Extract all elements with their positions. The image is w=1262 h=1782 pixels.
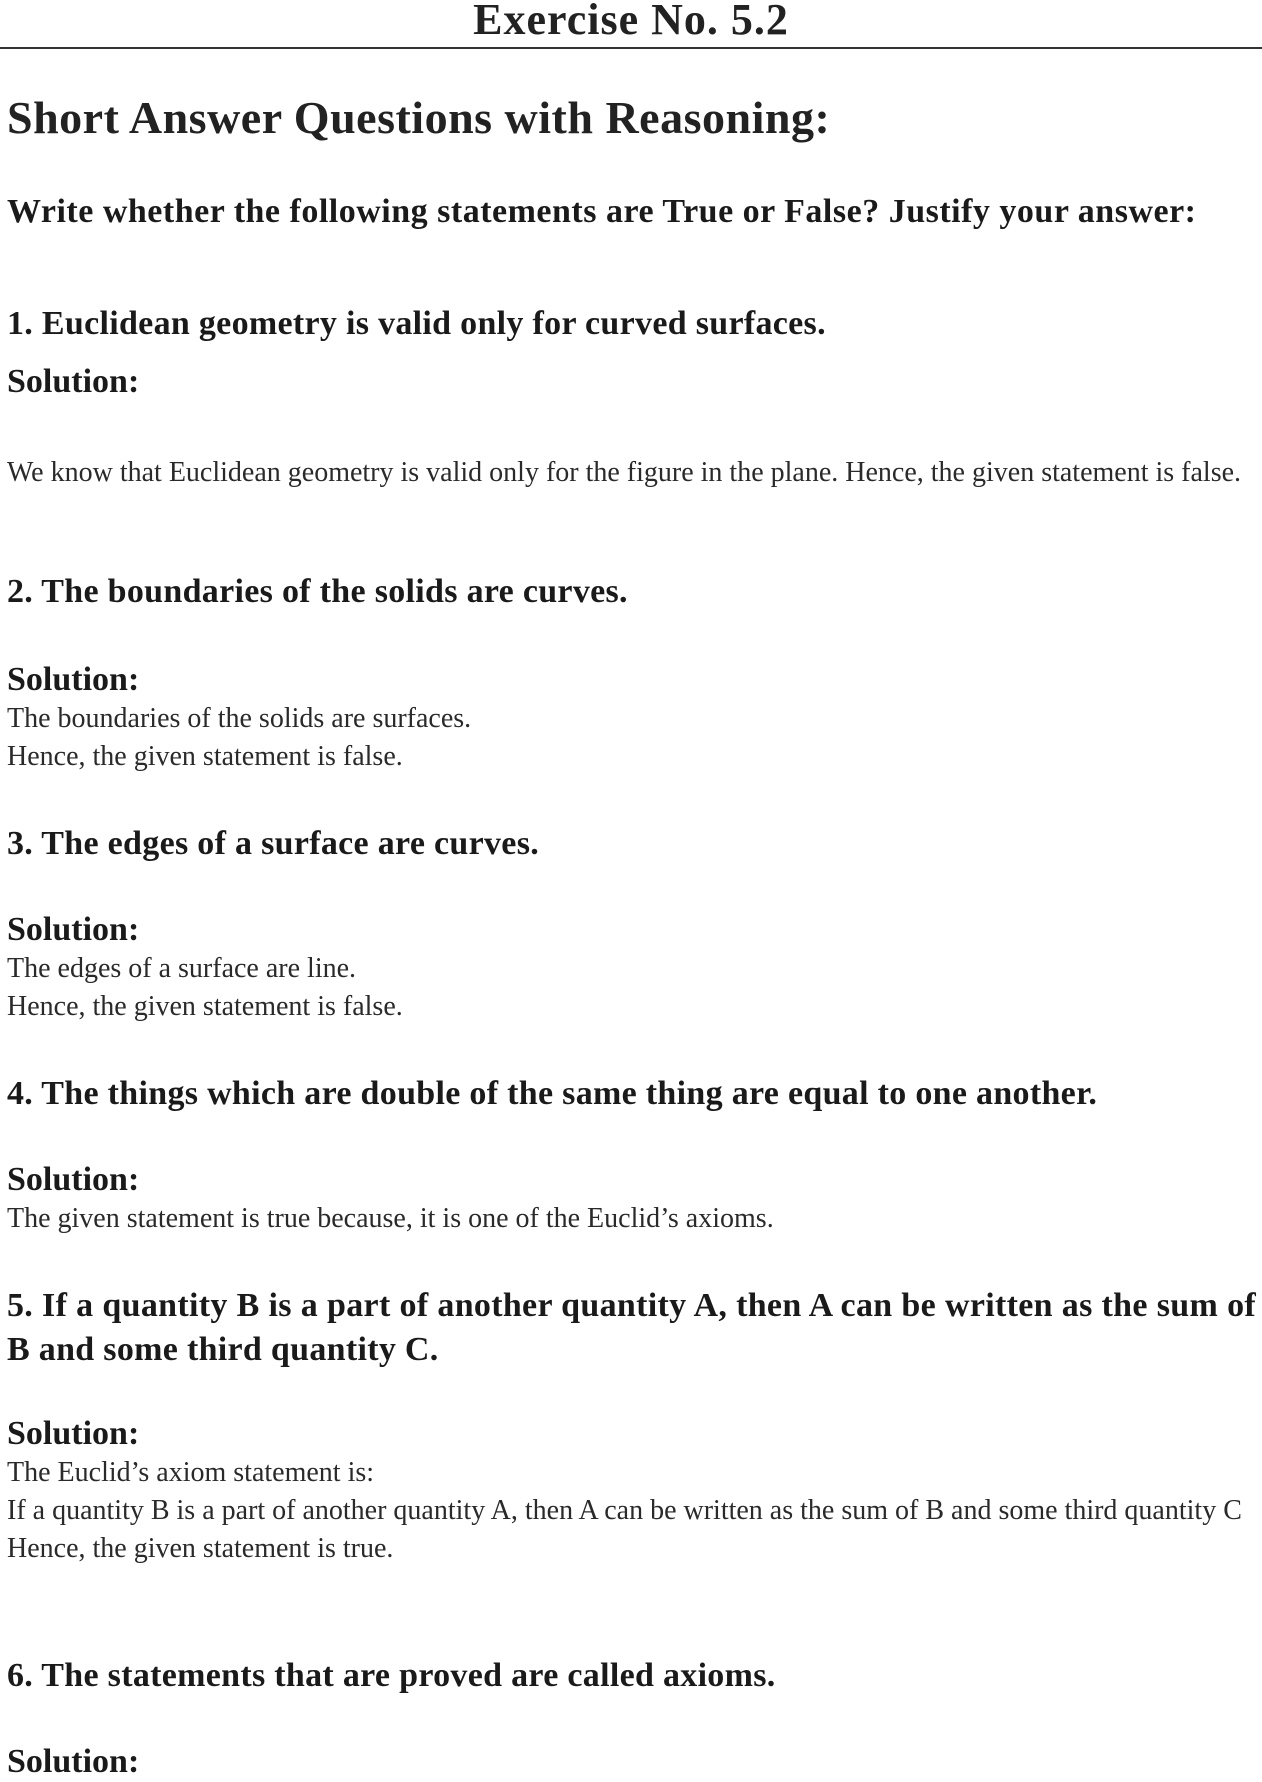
- question-1: 1. Euclidean geometry is valid only for curved surfaces.: [7, 305, 826, 342]
- solution-text-5: [7, 1454, 1256, 1568]
- solution-text-1: [7, 454, 1256, 492]
- solution-label-4: Solution:: [7, 1161, 140, 1198]
- instruction-text: Write whether the following statements are True or False? Justify your answer:: [7, 193, 1197, 230]
- section-heading: Short Answer Questions with Reasoning:: [7, 92, 831, 143]
- solution-text-3: [7, 950, 1256, 1026]
- solution-text-4: [7, 1200, 1256, 1238]
- solution-text-2: [7, 700, 1256, 776]
- solution-line: Hence, the given statement is true.: [7, 1533, 394, 1564]
- solution-label-3: Solution:: [7, 911, 140, 948]
- question-3: 3. The edges of a surface are curves.: [7, 825, 540, 862]
- solution-line: The given statement is true because, it is one of the Euclid’s axioms.: [7, 1203, 774, 1234]
- solution-line: Hence, the given statement is false.: [7, 991, 403, 1022]
- solution-line: The edges of a surface are line.: [7, 953, 357, 984]
- question-4: 4. The things which are double of the same thing are equal to one another.: [7, 1075, 1098, 1112]
- question-6: 6. The statements that are proved are called axioms.: [7, 1657, 776, 1694]
- question-5: 5. If a quantity B is a part of another quantity A, then A can be written as the sum of B and some third quantity C.: [7, 1287, 1256, 1368]
- solution-label-1: Solution:: [7, 363, 140, 400]
- solution-label-5: Solution:: [7, 1415, 140, 1452]
- question-2: 2. The boundaries of the solids are curves.: [7, 573, 628, 610]
- solution-line: We know that Euclidean geometry is valid only for the figure in the plane. Hence, the given statement is false.: [7, 457, 1242, 488]
- solution-line: The Euclid’s axiom statement is:: [7, 1457, 375, 1488]
- exercise-title: Exercise No. 5.2: [473, 0, 789, 44]
- solution-line: If a quantity B is a part of another quantity A, then A can be written as the sum of B and some third quantity C: [7, 1495, 1242, 1526]
- solution-label-6: Solution:: [7, 1743, 140, 1780]
- solution-label-2: Solution:: [7, 661, 140, 698]
- title-divider: [0, 47, 1262, 49]
- solution-line: The boundaries of the solids are surfaces.: [7, 703, 472, 734]
- solution-line: Hence, the given statement is false.: [7, 741, 403, 772]
